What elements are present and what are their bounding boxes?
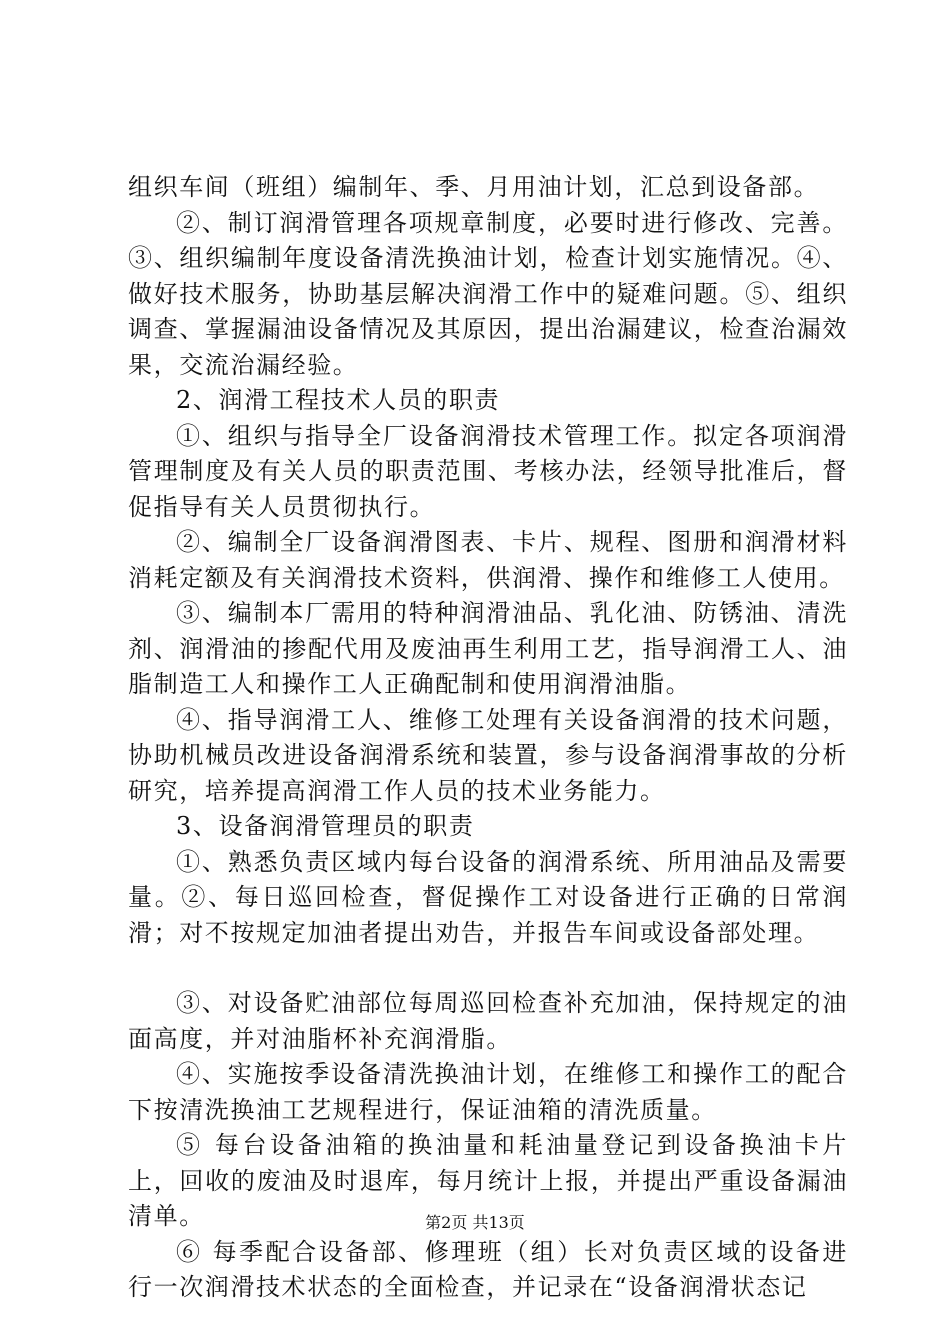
section-heading: 3、设备润滑管理员的职责	[176, 812, 475, 840]
paragraph: ⑤ 每台设备油箱的换油量和耗油量登记到设备换油卡片上，回收的废油及时退库，每月统计上报，并提出严重设备漏油清单。	[128, 1131, 848, 1230]
paragraph: ③、编制本厂需用的特种润滑油品、乳化油、防锈油、清洗剂、润滑油的掺配代用及废油再生利用工艺，指导润滑工人、油脂制造工人和操作工人正确配制和使用润滑油脂。	[128, 599, 848, 698]
paragraph: ②、制订润滑管理各项规章制度，必要时进行修改、完善。③、组织编制年度设备清洗换油计划，检查计划实施情况。④、做好技术服务，协助基层解决润滑工作中的疑难问题。⑤、组织调查、掌握漏油设备情况及其原因，提出治漏建议，检查治漏效果，交流治漏经验。	[128, 208, 848, 379]
paragraph: ①、熟悉负责区域内每台设备的润滑系统、所用油品及需要量。②、每日巡回检查，督促操作工对设备进行正确的日常润滑；对不按规定加油者提出劝告，并报告车间或设备部处理。	[128, 847, 848, 947]
paragraph: ①、组织与指导全厂设备润滑技术管理工作。拟定各项润滑管理制度及有关人员的职责范围、考核办法，经领导批准后，督促指导有关人员贯彻执行。	[128, 421, 848, 521]
page-number-footer: 第2页 共13页	[425, 1213, 525, 1232]
document-body	[128, 170, 848, 1306]
paragraph: ④、指导润滑工人、维修工处理有关设备润滑的技术问题，协助机械员改进设备润滑系统和装置，参与设备润滑事故的分析研究，培养提高润滑工作人员的技术业务能力。	[128, 705, 848, 805]
paragraph: 组织车间（班组）编制年、季、月用油计划，汇总到设备部。	[128, 173, 820, 201]
paragraph: ⑥ 每季配合设备部、修理班（组）长对负责区域的设备进行一次润滑技术状态的全面检查，并记录在“设备润滑状态记	[128, 1237, 848, 1301]
paragraph: ②、编制全厂设备润滑图表、卡片、规程、图册和润滑材料消耗定额及有关润滑技术资料，供润滑、操作和维修工人使用。	[128, 528, 848, 592]
paragraph: ④、实施按季设备清洗换油计划，在维修工和操作工的配合下按清洗换油工艺规程进行，保证油箱的清洗质量。	[128, 1060, 848, 1124]
section-heading: 2、润滑工程技术人员的职责	[176, 386, 501, 414]
paragraph: ③、对设备贮油部位每周巡回检查补充加油，保持规定的油面高度，并对油脂杯补充润滑脂。	[128, 989, 848, 1053]
